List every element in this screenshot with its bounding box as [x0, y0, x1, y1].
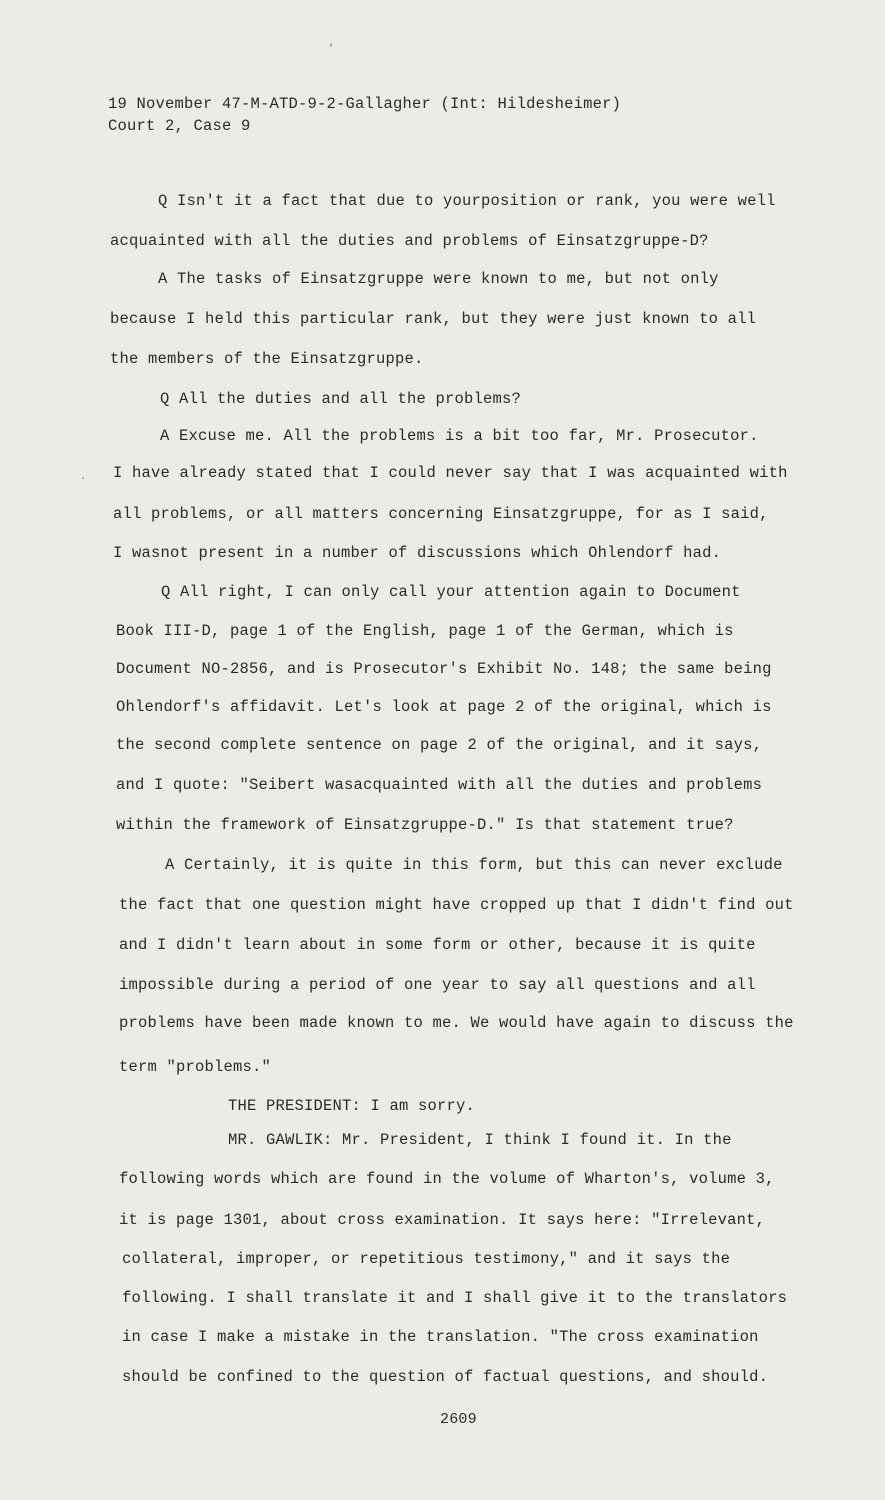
- scan-mark: ': [328, 44, 335, 55]
- body-line: following. I shall translate it and I shall give it to the translators: [122, 1289, 788, 1307]
- body-line: Q All right, I can only call your attention again to Document: [161, 583, 741, 601]
- body-line: within the framework of Einsatzgruppe-D." Is that statement true?: [116, 816, 734, 834]
- header-court-line: Court 2, Case 9: [108, 117, 251, 135]
- body-line: the second complete sentence on page 2 of the original, and it says,: [116, 736, 763, 754]
- body-line: it is page 1301, about cross examination. It says here: "Irrelevant,: [119, 1211, 766, 1229]
- body-line: and I didn't learn about in some form or other, because it is quite: [119, 936, 756, 954]
- page-number: 2609: [440, 1411, 477, 1428]
- body-line: in case I make a mistake in the translation. "The cross examination: [122, 1328, 759, 1346]
- body-line: should be confined to the question of factual questions, and should.: [122, 1368, 769, 1386]
- body-line: impossible during a period of one year to say all questions and all: [119, 976, 756, 994]
- body-line: MR. GAWLIK: Mr. President, I think I found it. In the: [228, 1131, 732, 1149]
- body-line: I wasnot present in a number of discussions which Ohlendorf had.: [113, 544, 722, 562]
- body-line: acquainted with all the duties and problems of Einsatzgruppe-D?: [110, 232, 709, 250]
- body-line: A The tasks of Einsatzgruppe were known to me, but not only: [158, 270, 719, 288]
- transcript-header: [108, 93, 621, 137]
- body-line: I have already stated that I could never say that I was acquainted with: [113, 464, 788, 482]
- body-line: and I quote: "Seibert wasacquainted with all the duties and problems: [116, 776, 763, 794]
- body-line: Q All the duties and all the problems?: [160, 390, 522, 408]
- body-line: collateral, improper, or repetitious testimony," and it says the: [122, 1250, 731, 1268]
- body-line: term "problems.": [119, 1058, 272, 1076]
- body-line: A Excuse me. All the problems is a bit too far, Mr. Prosecutor.: [160, 427, 759, 445]
- body-line: the fact that one question might have cropped up that I didn't find out: [119, 896, 794, 914]
- body-line: all problems, or all matters concerning Einsatzgruppe, for as I said,: [113, 505, 769, 523]
- body-line: problems have been made known to me. We would have again to discuss the: [119, 1014, 794, 1032]
- body-line: A Certainly, it is quite in this form, but this can never exclude: [165, 856, 783, 874]
- body-line: THE PRESIDENT: I am sorry.: [228, 1097, 476, 1115]
- scan-mark: ·: [80, 474, 87, 485]
- header-date-line: 19 November 47-M-ATD-9-2-Gallagher (Int: Hildesheimer): [108, 95, 622, 113]
- body-line: because I held this particular rank, but they were just known to all: [110, 310, 757, 328]
- body-line: Q Isn't it a fact that due to yourposition or rank, you were well: [158, 192, 776, 210]
- body-line: the members of the Einsatzgruppe.: [110, 350, 424, 368]
- body-line: Ohlendorf's affidavit. Let's look at page 2 of the original, which is: [116, 698, 772, 716]
- body-line: following words which are found in the volume of Wharton's, volume 3,: [119, 1170, 775, 1188]
- body-line: Document NO-2856, and is Prosecutor's Exhibit No. 148; the same being: [116, 660, 772, 678]
- body-line: Book III-D, page 1 of the English, page 1 of the German, which is: [116, 622, 734, 640]
